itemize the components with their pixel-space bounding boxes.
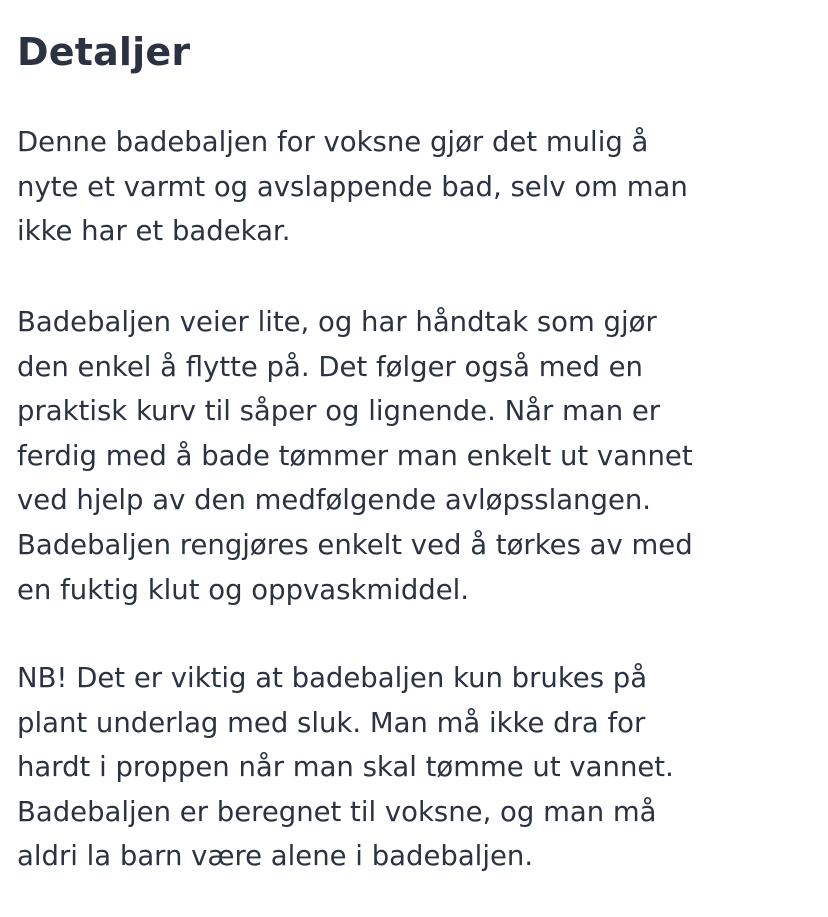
paragraph-line: ikke har et badekar.	[17, 215, 291, 248]
description-paragraph-intro	[17, 120, 688, 254]
paragraph-line: plant underlag med sluk. Man må ikke dra for	[17, 706, 646, 739]
description-paragraph-warning	[17, 656, 674, 879]
paragraph-line: NB! Det er viktig at badebaljen kun brukes på	[17, 662, 648, 694]
paragraph-line: Badebaljen rengjøres enkelt ved å tørkes av med	[17, 528, 693, 561]
paragraph-line: aldri la barn være alene i badebaljen.	[17, 840, 534, 873]
paragraph-line: Denne badebaljen for voksne gjør det mulig å	[17, 126, 649, 158]
details-heading: Detaljer	[17, 30, 191, 74]
description-paragraph-features	[17, 300, 693, 612]
paragraph-line: hardt i proppen når man skal tømme ut vannet.	[17, 751, 674, 784]
paragraph-line: Badebaljen er beregnet til voksne, og man må	[17, 795, 657, 828]
paragraph-line: ferdig med å bade tømmer man enkelt ut vannet	[17, 439, 693, 472]
paragraph-line: nyte et varmt og avslappende bad, selv om man	[17, 170, 688, 203]
paragraph-line: Badebaljen veier lite, og har håndtak som gjør	[17, 306, 657, 338]
paragraph-line: den enkel å flytte på. Det følger også med en	[17, 350, 643, 383]
paragraph-line: ved hjelp av den medfølgende avløpsslangen.	[17, 484, 652, 517]
paragraph-line: praktisk kurv til såper og lignende. Når man er	[17, 395, 661, 428]
paragraph-line: en fuktig klut og oppvaskmiddel.	[17, 573, 470, 606]
